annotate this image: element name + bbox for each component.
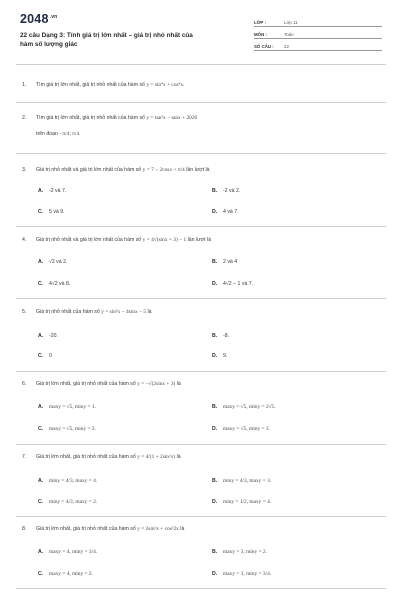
question-text: lần lượt là [187,237,211,243]
option-letter: D. [212,426,218,432]
option-letter: C. [38,353,44,359]
option-letter: B. [212,549,218,555]
question-divider [16,588,386,589]
question-6 [22,381,181,387]
option-c[interactable] [38,499,97,505]
option-letter: D. [212,209,218,215]
option-letter: B. [212,478,218,484]
option-text: -20. [49,333,58,339]
option-text: miny = 4/3, maxy = 3. [223,478,272,484]
question-text: lần lượt là [186,167,210,173]
question-text: Giá trị nhỏ nhất của hàm số [36,309,100,315]
question-3 [22,167,210,173]
question-formula: y = sin⁴x + cos⁴x. [146,82,185,88]
option-letter: B. [212,188,218,194]
question-text: là [176,454,181,460]
question-formula: y = −√(2sinx + 3) [137,381,176,387]
option-a[interactable] [38,188,66,194]
question-divider [16,371,386,372]
option-text: -2 và 7. [49,188,67,194]
question-2 [22,115,197,121]
question-4 [22,237,211,243]
option-b[interactable] [212,259,237,265]
question-formula: y = 4/(1 + 2sin²x) [137,454,176,460]
option-d[interactable] [212,281,253,287]
option-letter: A. [38,333,44,339]
question-divider [16,226,386,227]
meta-value: Toán [284,32,294,37]
option-letter: C. [38,499,44,505]
option-letter: A. [38,549,44,555]
option-a[interactable] [38,259,67,265]
question-number: 3. [22,167,27,173]
option-letter: A. [38,478,44,484]
option-d[interactable] [212,571,271,577]
question-text: là [147,309,152,315]
option-b[interactable] [212,549,267,555]
option-letter: B. [212,333,218,339]
option-text: 0 [49,353,52,359]
question-number: 4. [22,237,27,243]
question-1 [22,82,185,88]
question-number: 7. [22,454,27,460]
option-text: -2 và 2. [223,188,241,194]
question-text: Giá trị nhỏ nhất và giá trị lớn nhất của hàm số [36,237,142,243]
meta-value: Lớp 11 [284,20,298,25]
meta-value: 22 [284,44,289,49]
meta-row-count [254,40,382,51]
option-a[interactable] [38,404,96,410]
option-text: maxy = √5, miny = 1. [49,404,96,410]
option-letter: A. [38,404,44,410]
option-text: 4√2 và 8. [49,281,71,287]
brand-name: 2048 [20,12,49,26]
question-number: 6. [22,381,27,387]
brand-logo[interactable] [20,12,57,26]
option-text: maxy = 4, miny = 3/4. [49,549,98,555]
option-text: miny = 1/2, maxy = 4. [223,499,272,505]
question-number: 1. [22,82,27,88]
option-text: miny = 4/3, maxy = 4. [49,478,98,484]
question-text: Giá trị lớn nhất, giá trị nhỏ nhất của hàm số [36,381,136,387]
meta-label: SỐ CÂU : [254,44,274,49]
option-text: maxy = 3, miny = 3/4. [223,571,272,577]
question-divider [16,516,386,517]
option-text: √2 và 2. [49,259,68,265]
question-5 [22,309,152,315]
option-letter: B. [212,259,218,265]
title-line-1: 22 câu Dạng 3: Tính giá trị lớn nhất – giá trị nhỏ nhất của [20,32,193,39]
question-text: Tìm giá trị lớn nhất, giá trị nhỏ nhất của hàm số [36,115,145,121]
option-letter: A. [38,188,44,194]
option-letter: C. [38,209,44,215]
question-7 [22,454,181,460]
option-letter: D. [212,499,218,505]
option-text: maxy = √5, miny = 2√5. [223,404,276,410]
question-divider [16,102,386,103]
question-text: trên đoạn [36,131,58,137]
option-d[interactable] [212,426,270,432]
option-c[interactable] [38,281,70,287]
option-b[interactable] [212,478,271,484]
question-formula: y = tan²x − tanx + 2020 [146,115,198,121]
option-text: 4√2 − 1 và 7. [223,281,254,287]
question-number: 8. [22,526,27,532]
question-formula: y = 4√(sinx + 3) − 1 [142,237,187,243]
option-d[interactable] [212,209,239,215]
question-number: 2. [22,115,27,121]
option-text: 9. [223,353,228,359]
question-divider [16,153,386,154]
option-text: miny = 4/3, maxy = 2. [49,499,98,505]
brand-domain: .vn [49,13,58,20]
option-d[interactable] [212,353,227,359]
option-text: 4 và 7. [223,209,239,215]
option-a[interactable] [38,333,58,339]
question-formula: −π/4; π/4. [59,131,81,137]
option-text: maxy = 3, miny = 2. [223,549,267,555]
option-text: maxy = √5, miny = 3. [223,426,270,432]
option-c[interactable] [38,353,52,359]
option-b[interactable] [212,404,276,410]
option-letter: D. [212,571,218,577]
option-a[interactable] [38,549,97,555]
title-line-2: hàm số lượng giác [20,40,78,48]
option-c[interactable] [38,571,93,577]
question-formula: y = sin²x − 4sinx − 5 [101,309,147,315]
option-c[interactable] [38,209,65,215]
meta-row-class [254,16,382,27]
question-text: là [176,381,181,387]
question-formula: y = 7 − 2cosx + π/4 [142,167,185,173]
meta-box [254,16,382,52]
question-8 [22,526,184,532]
option-letter: D. [212,353,218,359]
question-divider [16,298,386,299]
header-divider [16,64,386,65]
meta-row-subject [254,28,382,39]
option-d[interactable] [212,499,271,505]
question-text: Giá trị lớn nhất, giá trị nhỏ nhất của hàm số [36,526,136,532]
option-a[interactable] [38,478,97,484]
question-formula: y = 2sin²x + cos²2x [137,526,179,532]
option-text: maxy = √5, miny = 2. [49,426,96,432]
question-text: Giá trị nhỏ nhất và giá trị lớn nhất của hàm số [36,167,142,173]
meta-label: LỚP : [254,20,266,25]
worksheet-title [20,32,260,49]
question-divider [16,444,386,445]
option-c[interactable] [38,426,96,432]
option-b[interactable] [212,333,229,339]
question-text: Giá trị lớn nhất, giá trị nhỏ nhất của hàm số [36,454,136,460]
option-letter: C. [38,281,44,287]
option-letter: A. [38,259,44,265]
option-letter: B. [212,404,218,410]
option-letter: C. [38,571,44,577]
option-text: 5 và 9. [49,209,65,215]
question-number: 5. [22,309,27,315]
option-b[interactable] [212,188,240,194]
question-text: Tìm giá trị lớn nhất, giá trị nhỏ nhất của hàm số [36,82,145,88]
option-letter: D. [212,281,218,287]
question-2-continued [36,131,80,137]
meta-label: MÔN : [254,32,267,37]
option-text: 2 và 4 [223,259,238,265]
option-letter: C. [38,426,44,432]
option-text: -8. [223,333,230,339]
option-text: maxy = 4, miny = 2. [49,571,93,577]
question-text: là [180,526,185,532]
